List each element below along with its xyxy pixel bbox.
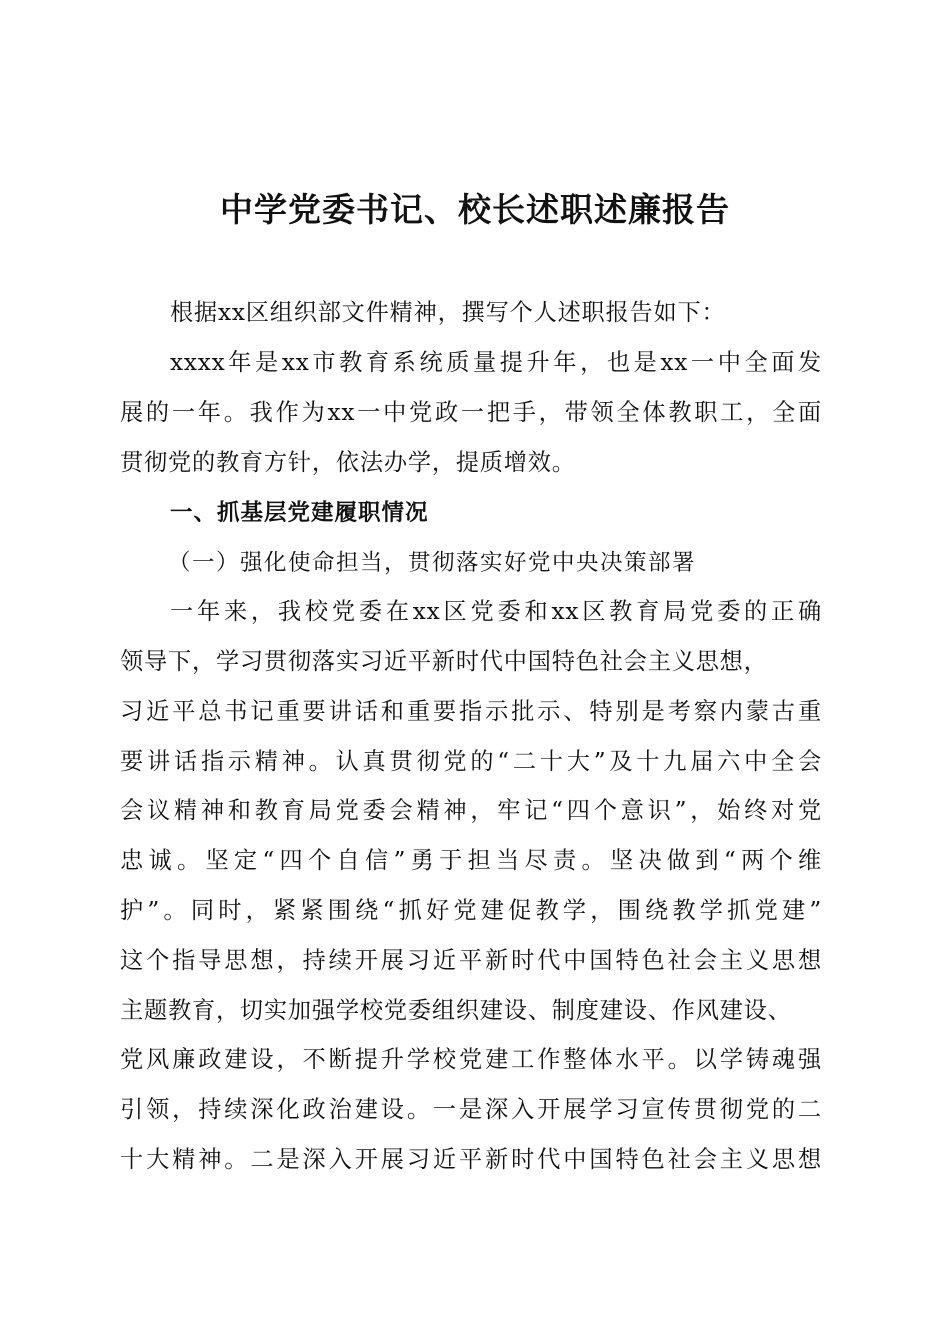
- paragraph-line: 党风廉政建设，不断提升学校党建工作整体水平。以学铸魂强: [120, 1046, 822, 1073]
- paragraph-line: 主题教育，切实加强学校党委组织建设、制度建设、作风建设、: [120, 997, 792, 1024]
- paragraph-line: 这个指导思想，持续开展习近平新时代中国特色社会主义思想: [120, 947, 822, 974]
- paragraph-line: 展的一年。我作为xx一中党政一把手，带领全体教职工，全面: [120, 399, 822, 426]
- section-heading: 一、抓基层党建履职情况: [170, 500, 429, 526]
- paragraph-line: 习近平总书记重要讲话和重要指示批示、特别是考察内蒙古重: [120, 698, 822, 725]
- document-title: 中学党委书记、校长述职述廉报告: [220, 190, 730, 229]
- paragraph-line: 领导下，学习贯彻落实习近平新时代中国特色社会主义思想，: [120, 648, 768, 675]
- paragraph-line: 根据xx区组织部文件精神，撰写个人述职报告如下：: [170, 299, 726, 326]
- paragraph-line: 要讲话指示精神。认真贯彻党的“二十大”及十九届六中全会: [120, 748, 822, 775]
- paragraph-line: xxxx年是xx市教育系统质量提升年，也是xx一中全面发: [170, 349, 822, 376]
- paragraph-line: 忠诚。坚定“四个自信”勇于担当尽责。坚决做到“两个维: [120, 847, 822, 874]
- paragraph-line: 护”。同时，紧紧围绕“抓好党建促教学，围绕教学抓党建”: [120, 897, 822, 924]
- subsection-heading: （一）强化使命担当，贯彻落实好党中央决策部署: [168, 550, 697, 576]
- paragraph-line: 会议精神和教育局党委会精神，牢记“四个意识”，始终对党: [120, 797, 822, 824]
- paragraph-line: 十大精神。二是深入开展习近平新时代中国特色社会主义思想: [120, 1146, 822, 1173]
- paragraph-line: 贯彻党的教育方针，依法办学，提质增效。: [120, 449, 576, 476]
- paragraph-line: 引领，持续深化政治建设。一是深入开展学习宣传贯彻党的二: [120, 1096, 822, 1123]
- paragraph-line: 一年来，我校党委在xx区党委和xx区教育局党委的正确: [170, 598, 822, 625]
